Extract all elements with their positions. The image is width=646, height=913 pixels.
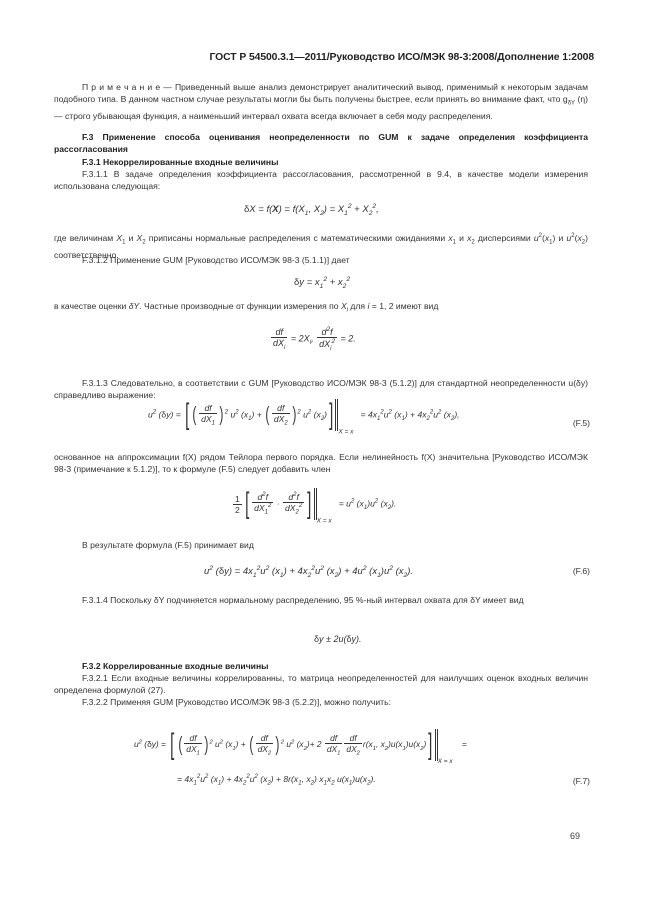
paragraph-f311: F.3.1.1 В задаче определения коэффициента рассогласования, рассмотренной в 9.4, в качестве модели измерения использована следующая: xyxy=(54,169,588,192)
paragraph-nonlinearity: основанное на аппроксимации f(X) рядом Тейлора первого порядка. Если нелинейность f(X) значительна [Руководство ИСО/МЭК 98-3 (примечание к 5.1.2)], то к формуле (F.5) следует добавить член xyxy=(54,452,588,475)
note-label: П р и м е ч а н и е xyxy=(82,82,161,92)
paragraph-f321: F.3.2.1 Если входные величины коррелированны, то матрица неопределенностей для наилучших оценок входных величин определена формулой (27). xyxy=(54,673,588,696)
paragraph-distributions: где величинам $X_1$ и $X_2$ приписаны нормальные распределения с математическими ожиданиями $x_1$ и $x_2$ дисперсиями $u^2(x_1)$ и $u^2(x_2)$ соответственно. xyxy=(54,232,589,260)
document-header: ГОСТ Р 54500.3.1—2011/Руководство ИСО/МЭК 98-3:2008/Дополнение 1:2008 xyxy=(209,52,594,63)
equation-model: $\delta X = f(X) = f(X_1$, $X_2) = X_1^2 + X_2^2$, xyxy=(244,203,379,218)
equation-second-order-term: $\frac{1}{2}$ [ $\frac{d^2f}{dX_1^2}$ · $\frac{d^2f}{dX_2^2}$ ]$_{X = x} = u^2$ $(x_1)u^2$ $(x_2)$. xyxy=(235,487,397,525)
equation-estimate: $\delta y = x_1^2 + x_2^2$ xyxy=(294,276,351,291)
paragraph-result: В результате формула (F.5) принимает вид xyxy=(82,540,254,550)
equation-f7-line2: = $4x_1^2u^2$ $(x_1) + 4x_2^2u^2$ $(x_2) + 8r(x_1$, $x_2$) $x_1x_2$ $u(x_1)u(x_2)$. xyxy=(177,774,376,787)
equation-number-f7: (F.7) xyxy=(572,776,590,786)
paragraph-f322: F.3.2.2 Применяя GUM [Руководство ИСО/МЭК 98-3 (5.2.2)], можно получить: xyxy=(82,697,391,707)
paragraph-partial-derivatives: в качестве оценки δY. Частные производные от функции измерения по $X_i$ для i = 1, 2 имеют вид xyxy=(54,301,439,314)
equation-number-f5: (F.5) xyxy=(572,418,590,428)
equation-derivatives: $\frac{df}{dX_i}$ = $2X_i$, $\frac{d^2f}{dX_i^2}$ = 2. xyxy=(273,326,356,352)
equation-number-f6: (F.6) xyxy=(572,566,590,576)
paragraph-f312: F.3.1.2 Применение GUM [Руководство ИСО/МЭК 98-3 (5.1.1)] дает xyxy=(82,255,350,265)
paragraph-f313: F.3.1.3 Следовательно, в соответствии с GUM [Руководство ИСО/МЭК 98-3 (5.1.2)] для стандартной неопределенности u(δy) справедливо выражение: xyxy=(54,378,588,401)
equation-f7-line1: $u^2$ (δy) = [ ( $\frac{df}{dX_1}$ )$^2$ $u^2$ $(x_1)$ + ( $\frac{df}{dX_2}$ )$^2$ $u^2$ $(x_2)+ 2$ $\frac{df}{dX_1}$ $\frac{df}{dX_2}$ $r(x_1$, $x_2)u(x_1)u(x_2)]_{X = x}$ = xyxy=(134,728,467,766)
section-f3-title: F.3 Применение способа оценивания неопределенности по GUM к задаче определения коэффициента рассогласования xyxy=(54,132,588,155)
section-f32-title: F.3.2 Коррелированные входные величины xyxy=(82,661,269,671)
section-f31-title: F.3.1 Некоррелированные входные величины xyxy=(82,157,279,167)
equation-coverage-interval: δy ± 2u(δy). xyxy=(314,634,362,644)
page-number: 69 xyxy=(570,831,581,841)
equation-f5: $u^2$ (δy) = [ ( $\frac{df}{dX_1}$ )$^2$ $u^2$ $(x_1)$ + ( $\frac{df}{dX_2}$ )$^2$ $u^2$ $(x_2)]_{X = x} = 4x_1^2u^2$ $(x_1) + 4x_2^2u^2$ $(x_2)$, xyxy=(148,398,460,436)
equation-f6: $u^2$ $(\delta y) = 4x_1^2u^2$ $(x_1) + 4x_2^2u^2$ $(x_2) + 4u^2$ $(x_1)u^2$ $(x_2)$. xyxy=(204,565,414,580)
paragraph-f314: F.3.1.4 Поскольку δY подчиняется нормальному распределению, 95 %-ный интервал охвата для δY имеет вид xyxy=(82,595,524,605)
note-paragraph: П р и м е ч а н и е — Приведенный выше анализ демонстрирует аналитический вывод, применимый к некоторым задачам подобного типа. В данном частном случае результаты могли бы быть получены быстрее, если принять во внимание факт, что $g_{\delta Y}$ (η) — строго убывающая функция, а наименьший интервал охвата всегда включает в себя моду распределения. xyxy=(54,82,589,122)
